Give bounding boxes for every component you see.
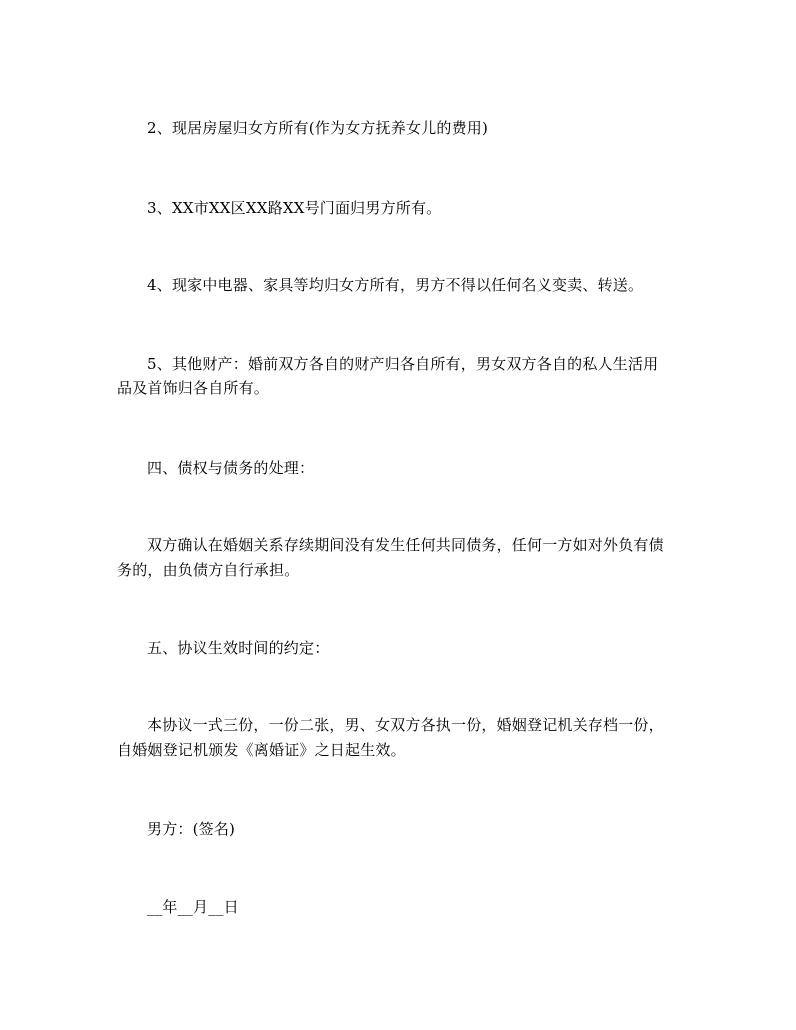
section-heading-debts: 四、债权与债务的处理：	[147, 459, 315, 477]
debts-paragraph-line2: 务的，由负债方自行承担。	[117, 561, 300, 579]
clause-storefront: 3、XX市XX区XX路XX号门面归男方所有。	[147, 199, 442, 217]
clause-appliances: 4、现家中电器、家具等均归女方所有，男方不得以任何名义变卖、转送。	[147, 276, 644, 294]
effective-paragraph-line2: 自婚姻登记机颁发《离婚证》之日起生效。	[117, 741, 406, 759]
clause-other-property-line2: 品及首饰归各自所有。	[117, 379, 270, 397]
section-heading-effective-date: 五、协议生效时间的约定：	[147, 639, 330, 657]
date-line: __年__月__日	[147, 898, 239, 916]
signature-line: 男方：(签名)	[147, 820, 236, 838]
debts-paragraph-line1: 双方确认在婚姻关系存续期间没有发生任何共同债务，任何一方如对外负有债	[147, 536, 664, 554]
clause-house: 2、现居房屋归女方所有(作为女方抚养女儿的费用)	[147, 119, 489, 137]
effective-paragraph-line1: 本协议一式三份，一份二张，男、女双方各执一份，婚姻登记机关存档一份，	[147, 716, 664, 734]
clause-other-property-line1: 5、其他财产：婚前双方各自的财产归各自所有，男女双方各自的私人生活用	[147, 355, 659, 373]
